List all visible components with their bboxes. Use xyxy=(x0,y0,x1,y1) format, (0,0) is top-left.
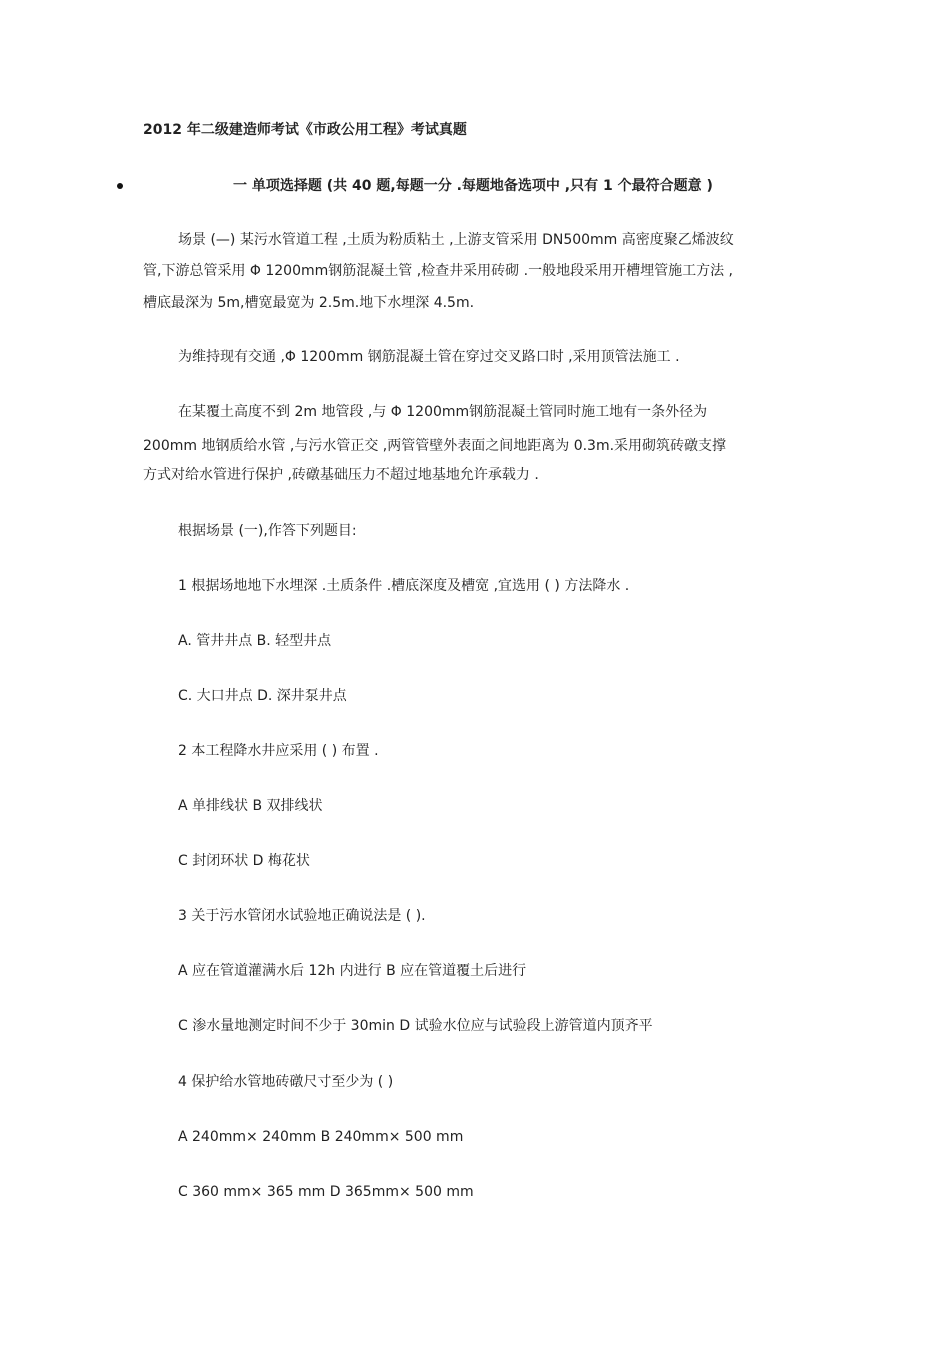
question-stem: 2 本工程降水井应采用 ( ) 布置 . xyxy=(178,743,379,759)
section-heading: 一 单项选择题 (共 40 题,每题一分 .每题地备选项中 ,只有 1 个最符合题意 ) xyxy=(233,178,713,194)
question-option: C 360 mm× 365 mm D 365mm× 500 mm xyxy=(178,1184,474,1200)
question-option: A. 管井井点 B. 轻型井点 xyxy=(178,633,332,649)
question-option: C. 大口井点 D. 深井泵井点 xyxy=(178,688,347,704)
question-stem: 4 保护给水管地砖礅尺寸至少为 ( ) xyxy=(178,1074,394,1090)
scenario-line: 管,下游总管采用 Φ 1200mm钢筋混凝土管 ,检查井采用砖砌 .一般地段采用开槽埋管施工方法 , xyxy=(143,263,733,279)
question-option: A 单排线状 B 双排线状 xyxy=(178,798,323,814)
question-option: C 封闭环状 D 梅花状 xyxy=(178,853,310,869)
question-stem: 1 根据场地地下水埋深 .土质条件 .槽底深度及槽宽 ,宜选用 ( ) 方法降水 . xyxy=(178,578,630,594)
document-title: 2012 年二级建造师考试《市政公用工程》考试真题 xyxy=(143,122,467,138)
question-option: C 渗水量地测定时间不少于 30min D 试验水位应与试验段上游管道内顶齐平 xyxy=(178,1018,653,1034)
question-stem: 3 关于污水管闭水试验地正确说法是 ( ). xyxy=(178,908,426,924)
scenario-line: 场景 (—) 某污水管道工程 ,土质为粉质粘土 ,上游支管采用 DN500mm 高密度聚乙烯波纹 xyxy=(178,232,734,248)
question-option: A 240mm× 240mm B 240mm× 500 mm xyxy=(178,1129,464,1145)
scenario-line: 槽底最深为 5m,槽宽最宽为 2.5m.地下水埋深 4.5m. xyxy=(143,295,475,311)
scenario-line: 为维持现有交通 ,Φ 1200mm 钢筋混凝土管在穿过交叉路口时 ,采用顶管法施工 . xyxy=(178,349,680,365)
question-option: A 应在管道灌满水后 12h 内进行 B 应在管道覆土后进行 xyxy=(178,963,527,979)
scenario-line: 200mm 地钢质给水管 ,与污水管正交 ,两管管壁外表面之间地距离为 0.3m.采用砌筑砖礅支撑 xyxy=(143,438,727,454)
scenario-line: 在某覆土高度不到 2m 地管段 ,与 Φ 1200mm钢筋混凝土管同时施工地有一条外径为 xyxy=(178,404,708,420)
scenario-line: 方式对给水管进行保护 ,砖礅基础压力不超过地基地允许承载力 . xyxy=(143,467,539,483)
scenario-intro: 根据场景 (一),作答下列题目: xyxy=(178,523,357,539)
bullet-icon xyxy=(117,183,123,189)
